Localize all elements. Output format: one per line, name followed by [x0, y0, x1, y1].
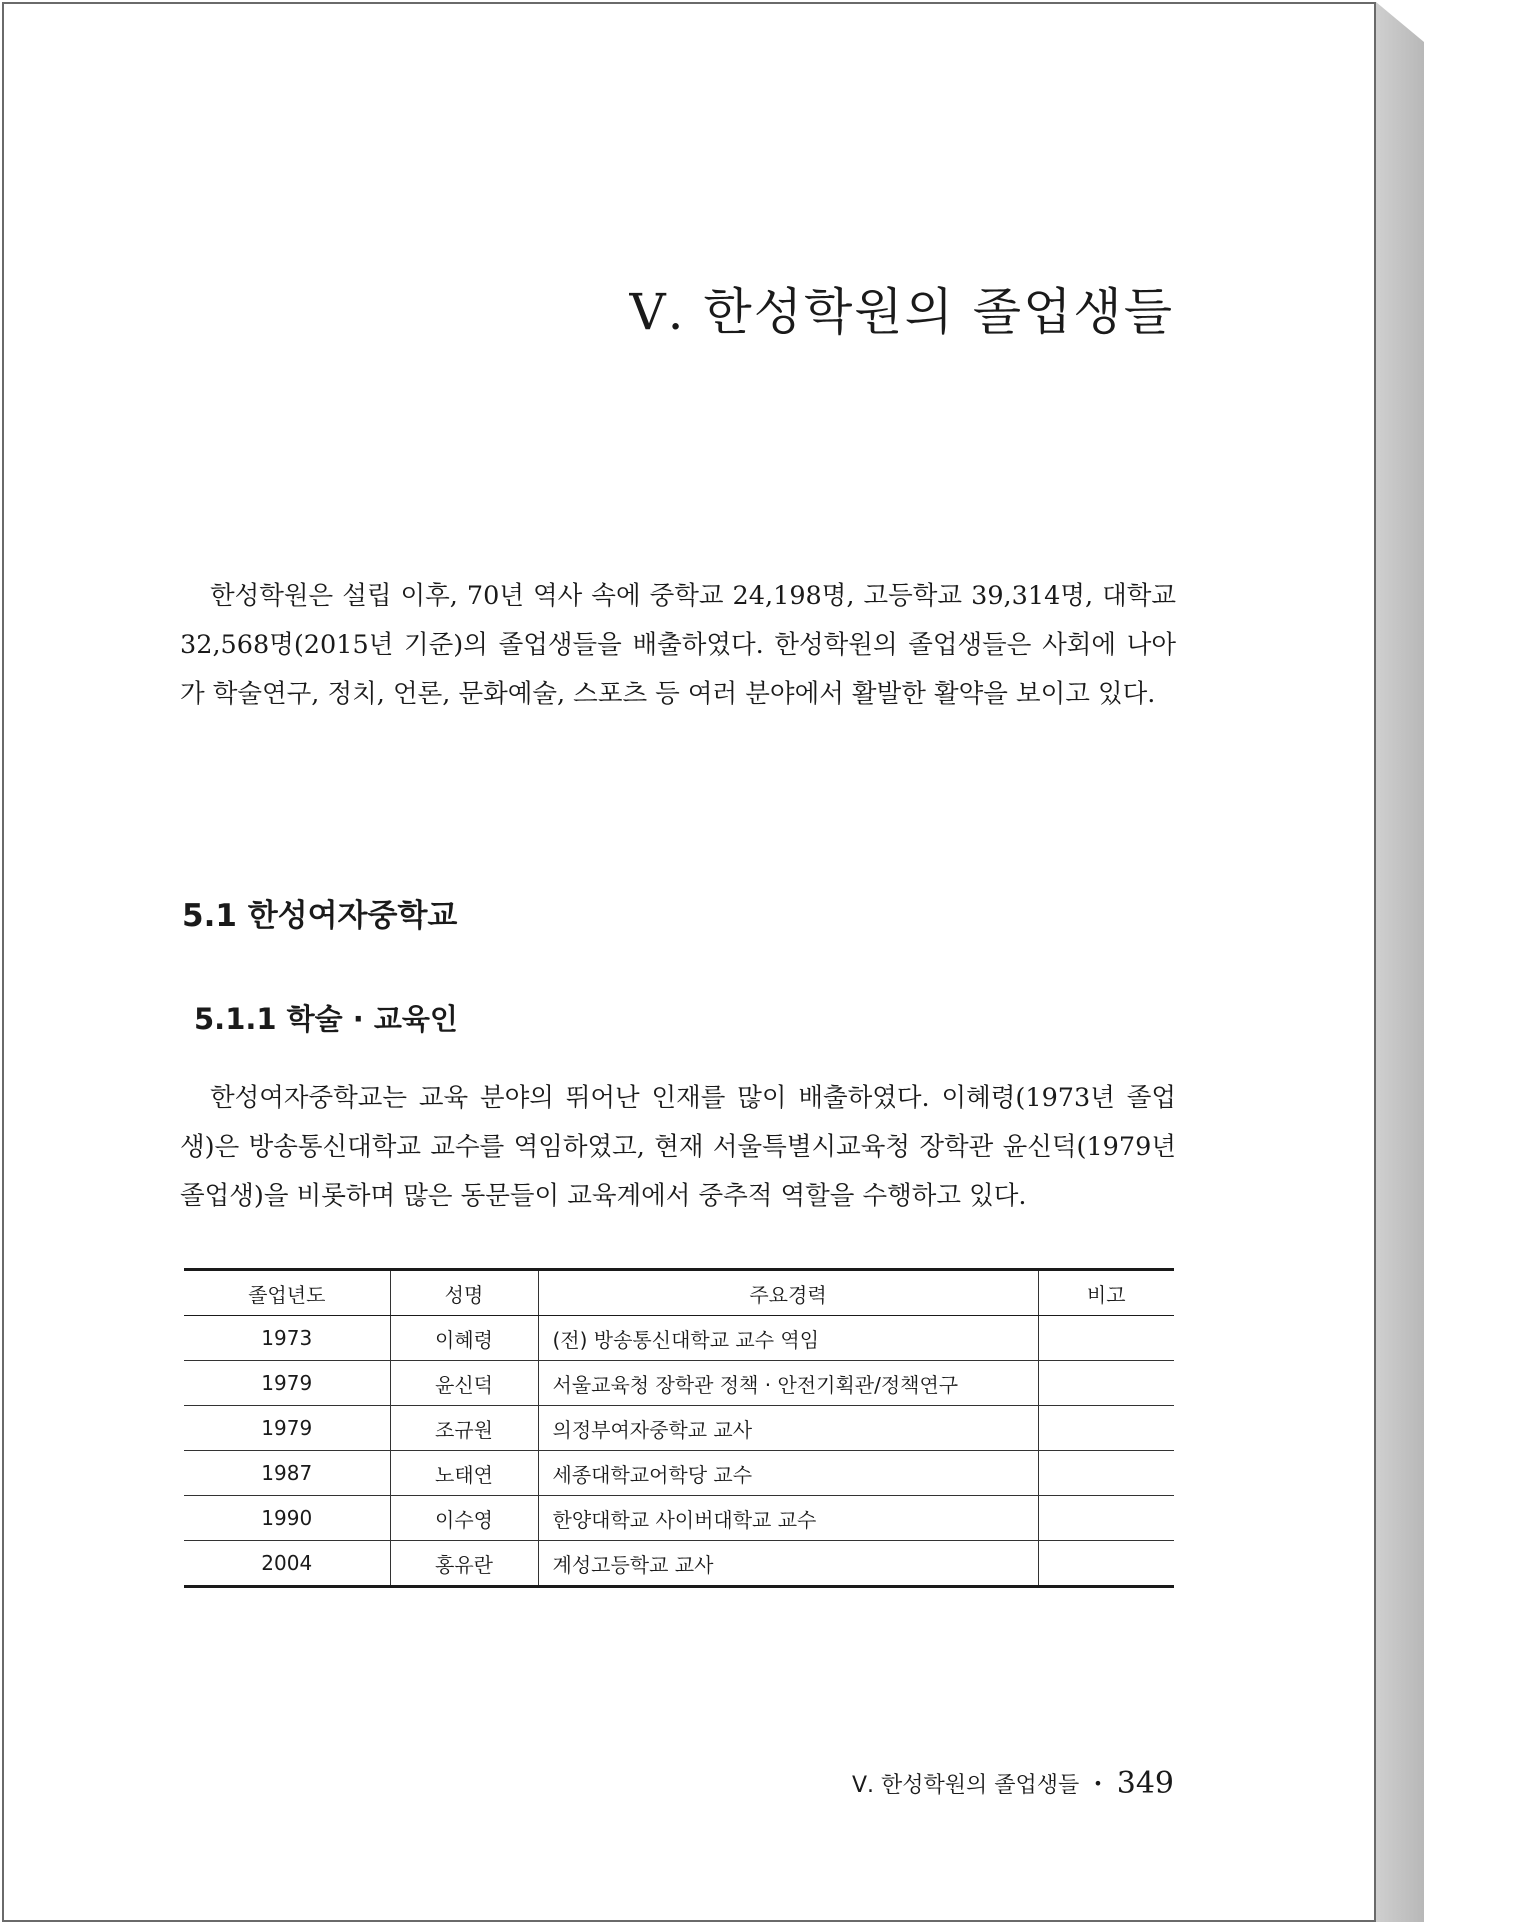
alumni-table	[184, 1268, 1174, 1588]
header-note: 비고	[1038, 1270, 1174, 1316]
cell-name: 조규원	[390, 1406, 538, 1451]
cell-year: 1979	[184, 1361, 390, 1406]
cell-name: 이수영	[390, 1496, 538, 1541]
cell-career: 한양대학교 사이버대학교 교수	[538, 1496, 1038, 1541]
cell-career: 세종대학교어학당 교수	[538, 1451, 1038, 1496]
header-career: 주요경력	[538, 1270, 1038, 1316]
header-year: 졸업년도	[184, 1270, 390, 1316]
cell-note	[1038, 1541, 1174, 1587]
table-row	[184, 1541, 1174, 1587]
cell-name: 이혜령	[390, 1316, 538, 1361]
cell-note	[1038, 1406, 1174, 1451]
cell-name: 노태연	[390, 1451, 538, 1496]
table-header-row	[184, 1270, 1174, 1316]
cell-note	[1038, 1316, 1174, 1361]
cell-career: 의정부여자중학교 교사	[538, 1406, 1038, 1451]
cell-career: 서울교육청 장학관 정책 · 안전기획관/정책연구	[538, 1361, 1038, 1406]
page-footer	[852, 1766, 1174, 1801]
subsection-title: 5.1.1 학술 · 교육인	[194, 1002, 458, 1036]
cell-year: 1973	[184, 1316, 390, 1361]
chapter-title: Ⅴ. 한성학원의 졸업생들	[629, 282, 1174, 341]
section-title: 5.1 한성여자중학교	[182, 897, 458, 934]
footer-bullet: •	[1093, 1774, 1103, 1793]
table-row	[184, 1451, 1174, 1496]
table-row	[184, 1316, 1174, 1361]
cell-name: 윤신덕	[390, 1361, 538, 1406]
cell-name: 홍유란	[390, 1541, 538, 1587]
cell-year: 1990	[184, 1496, 390, 1541]
table-row	[184, 1361, 1174, 1406]
cell-year: 2004	[184, 1541, 390, 1587]
cell-career: 계성고등학교 교사	[538, 1541, 1038, 1587]
table-row	[184, 1406, 1174, 1451]
cell-note	[1038, 1361, 1174, 1406]
cell-note	[1038, 1451, 1174, 1496]
body-paragraph: 한성여자중학교는 교육 분야의 뛰어난 인재를 많이 배출하였다. 이혜령(1973년 졸업생)은 방송통신대학교 교수를 역임하였고, 현재 서울특별시교육청 장학관 윤신덕(1979년 졸업생)을 비롯하며 많은 동문들이 교육계에서 중추적 역할을 수행하고 있다.	[180, 1082, 1176, 1211]
cell-year: 1979	[184, 1406, 390, 1451]
header-name: 성명	[390, 1270, 538, 1316]
cell-year: 1987	[184, 1451, 390, 1496]
cell-career: (전) 방송통신대학교 교수 역임	[538, 1316, 1038, 1361]
page-number: 349	[1116, 1766, 1174, 1801]
page-edge	[1376, 2, 1424, 1922]
table-row	[184, 1496, 1174, 1541]
cell-note	[1038, 1496, 1174, 1541]
intro-paragraph: 한성학원은 설립 이후, 70년 역사 속에 중학교 24,198명, 고등학교 39,314명, 대학교 32,568명(2015년 기준)의 졸업생들을 배출하였다. 한성학원의 졸업생들은 사회에 나아가 학술연구, 정치, 언론, 문화예술, 스포츠 등 여러 분야에서 활발한 활약을 보이고 있다.	[180, 580, 1176, 709]
footer-running-title: Ⅴ. 한성학원의 졸업생들	[851, 1773, 1080, 1798]
